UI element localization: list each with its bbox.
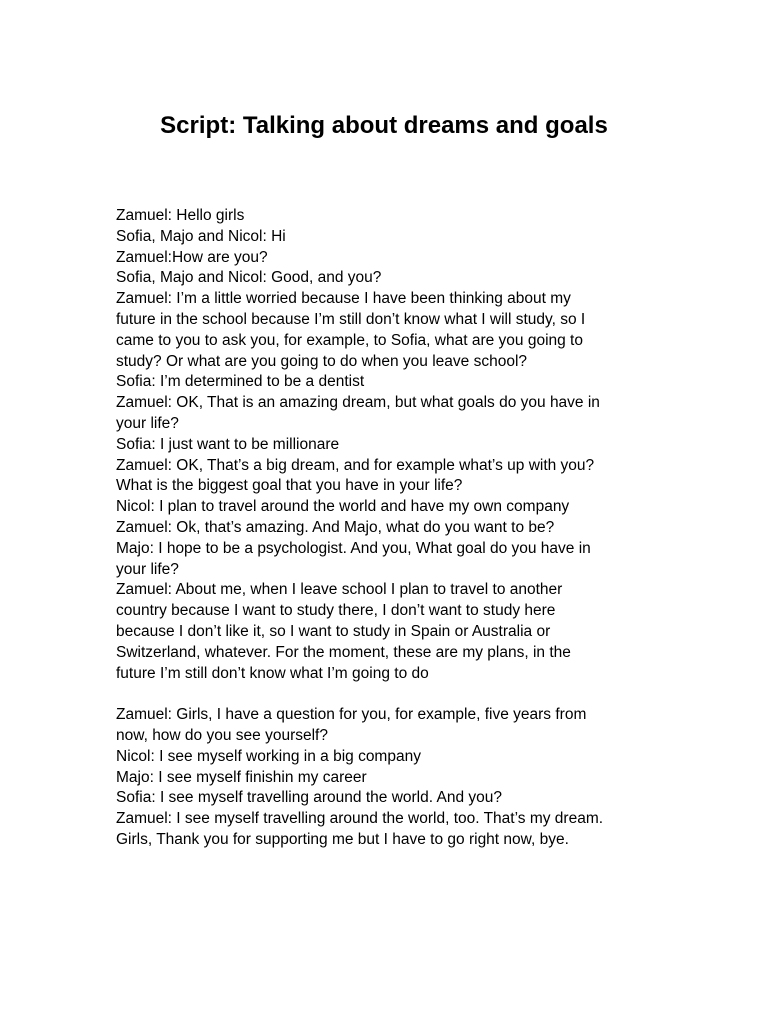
script-line: Zamuel:How are you? (116, 248, 268, 266)
script-line: Girls, Thank you for supporting me but I have to go right now, bye. (116, 830, 569, 848)
script-line: Nicol: I see myself working in a big company (116, 747, 421, 765)
script-line: Switzerland, whatever. For the moment, these are my plans, in the (116, 643, 571, 661)
script-line: Majo: I see myself finishin my career (116, 768, 367, 786)
document-title: Script: Talking about dreams and goals (160, 112, 608, 139)
script-line: Zamuel: OK, That’s a big dream, and for example what’s up with you? (116, 456, 595, 474)
script-line: Nicol: I plan to travel around the world and have my own company (116, 498, 570, 516)
script-line: Sofia: I’m determined to be a dentist (116, 373, 365, 391)
script-line: Zamuel: Ok, that’s amazing. And Majo, what do you want to be? (116, 518, 555, 536)
script-paragraph-1 (116, 206, 656, 684)
script-line: Sofia: I see myself travelling around the world. And you? (116, 789, 502, 807)
script-line: Zamuel: Hello girls (116, 207, 245, 224)
script-line: Zamuel: I see myself travelling around the world, too. That’s my dream. (116, 810, 604, 828)
script-line: future I’m still don’t know what I’m going to do (116, 664, 429, 682)
script-line: your life? (116, 560, 179, 578)
script-line: because I don’t like it, so I want to study in Spain or Australia or (116, 622, 551, 640)
script-line: your life? (116, 414, 179, 432)
script-line: Zamuel: OK, That is an amazing dream, but what goals do you have in (116, 394, 600, 412)
script-line: now, how do you see yourself? (116, 726, 328, 744)
script-line: Sofia: I just want to be millionare (116, 435, 340, 453)
script-body (116, 206, 656, 851)
script-line: Sofia, Majo and Nicol: Hi (116, 227, 286, 245)
script-paragraph-2 (116, 705, 656, 851)
script-line: country because I want to study there, I don’t want to study here (116, 602, 556, 620)
script-line: Zamuel: I’m a little worried because I have been thinking about my (116, 290, 571, 308)
script-line: What is the biggest goal that you have in your life? (116, 477, 463, 495)
script-line: Majo: I hope to be a psychologist. And you, What goal do you have in (116, 539, 591, 557)
script-line: study? Or what are you going to do when you leave school? (116, 352, 528, 370)
script-line: Zamuel: Girls, I have a question for you, for example, five years from (116, 706, 587, 724)
script-line: Zamuel: About me, when I leave school I plan to travel to another (116, 581, 563, 599)
script-line: came to you to ask you, for example, to Sofia, what are you going to (116, 331, 583, 349)
paragraph-spacer (116, 684, 656, 705)
script-line: future in the school because I’m still don’t know what I will study, so I (116, 310, 586, 328)
script-line: Sofia, Majo and Nicol: Good, and you? (116, 269, 382, 287)
